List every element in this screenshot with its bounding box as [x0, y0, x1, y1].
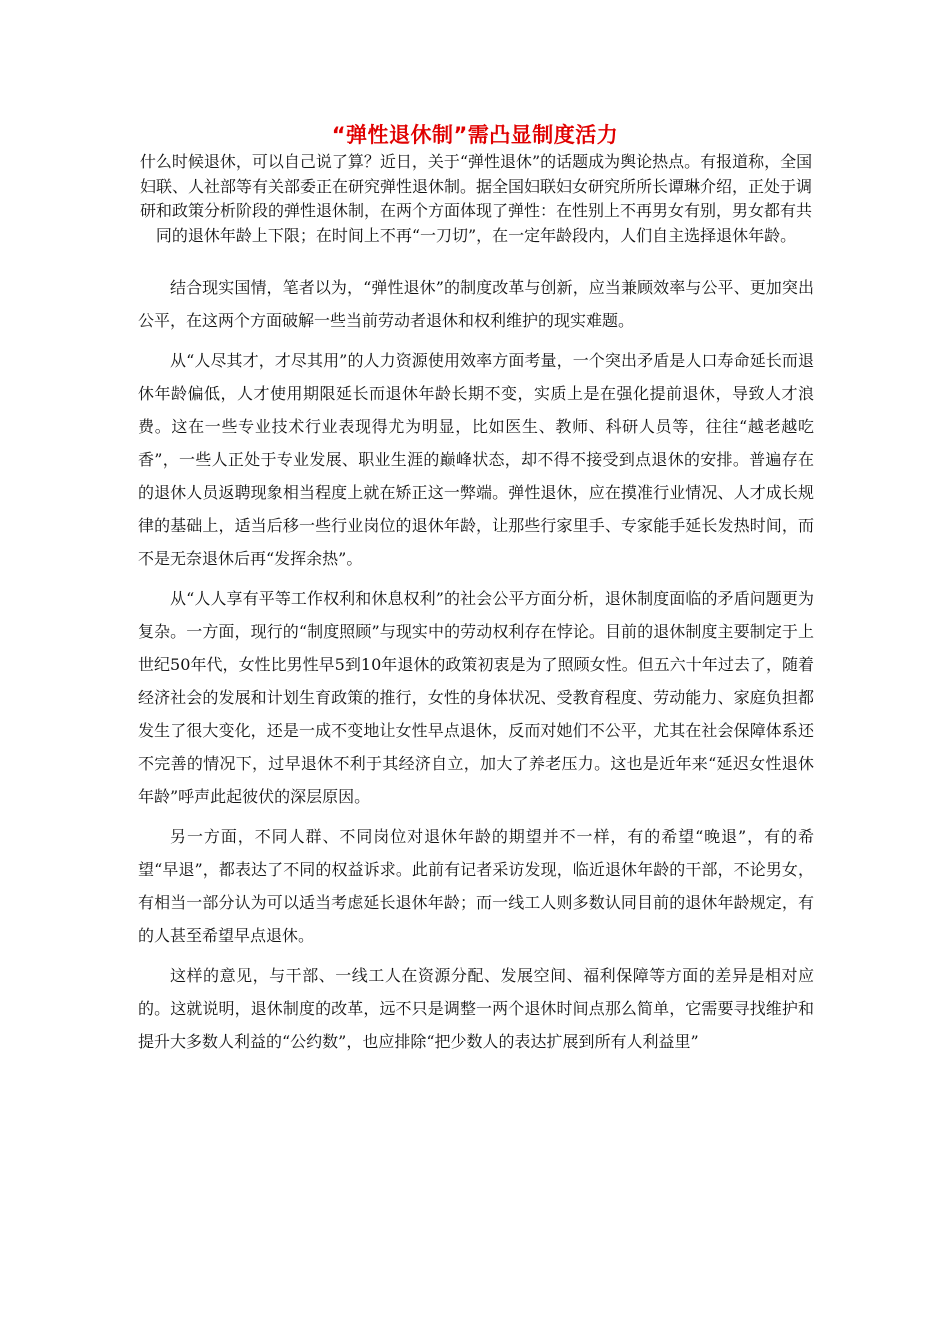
body-paragraph-5: 这样的意见，与干部、一线工人在资源分配、发展空间、福利保障等方面的差异是相对应的。这就说明，退休制度的改革，远不只是调整一两个退休时间点那么简单，它需要寻找维护和提升大多数人利益的“公约数”，也应排除“把少数人的表达扩展到所有人利益里”: [138, 966, 814, 1051]
body-paragraph-3: 从“人人享有平等工作权利和休息权利”的社会公平方面分析，退休制度面临的矛盾问题更为复杂。一方面，现行的“制度照顾”与现实中的劳动权利存在悖论。目前的退休制度主要制定于上世纪50年代，女性比男性早5到10年退休的政策初衷是为了照顾女性。但五六十年过去了，随着经济社会的发展和计划生育政策的推行，女性的身体状况、受教育程度、劳动能力、家庭负担都发生了很大变化，还是一成不变地让女性早点退休，反而对她们不公平，尤其在社会保障体系还不完善的情况下，过早退休不利于其经济自立，加大了养老压力。这也是近年来“延迟女性退休年龄”呼声此起彼伏的深层原因。: [138, 589, 814, 806]
body-paragraph-4: 另一方面，不同人群、不同岗位对退休年龄的期望并不一样，有的希望“晚退”，有的希望“早退”，都表达了不同的权益诉求。此前有记者采访发现，临近退休年龄的干部，不论男女，有相当一部分认为可以适当考虑延长退休年龄；而一线工人则多数认同目前的退休年龄规定，有的人甚至希望早点退休。: [138, 827, 814, 945]
article-title: “弹性退休制”需凸显制度活力: [331, 123, 619, 147]
body-paragraph-2: 从“人尽其才，才尽其用”的人力资源使用效率方面考量，一个突出矛盾是人口寿命延长而退休年龄偏低，人才使用期限延长而退休年龄长期不变，实质上是在强化提前退休，导致人才浪费。这在一些专业技术行业表现得尤为明显，比如医生、教师、科研人员等，往往“越老越吃香”，一些人正处于专业发展、职业生涯的巅峰状态，却不得不接受到点退休的安排。普遍存在的退休人员返聘现象相当程度上就在矫正这一弊端。弹性退休，应在摸准行业情况、人才成长规律的基础上，适当后移一些行业岗位的退休年龄，让那些行家里手、专家能手延长发热时间，而不是无奈退休后再“发挥余热”。: [138, 351, 814, 568]
article-lead-paragraph: 什么时候退休，可以自己说了算？近日，关于“弹性退休”的话题成为舆论热点。有报道称，全国妇联、人社部等有关部委正在研究弹性退休制。据全国妇联妇女研究所所长谭琳介绍，正处于调研和政策分析阶段的弹性退休制，在两个方面体现了弹性：在性别上不再男女有别，男女都有共同的退休年龄上下限；在时间上不再“一刀切”，在一定年龄段内，人们自主选择退休年龄。: [139, 152, 813, 245]
article-body: [138, 271, 814, 1065]
body-paragraph-1: 结合现实国情，笔者以为，“弹性退休”的制度改革与创新，应当兼顾效率与公平、更加突出公平，在这两个方面破解一些当前劳动者退休和权利维护的现实难题。: [138, 278, 814, 330]
